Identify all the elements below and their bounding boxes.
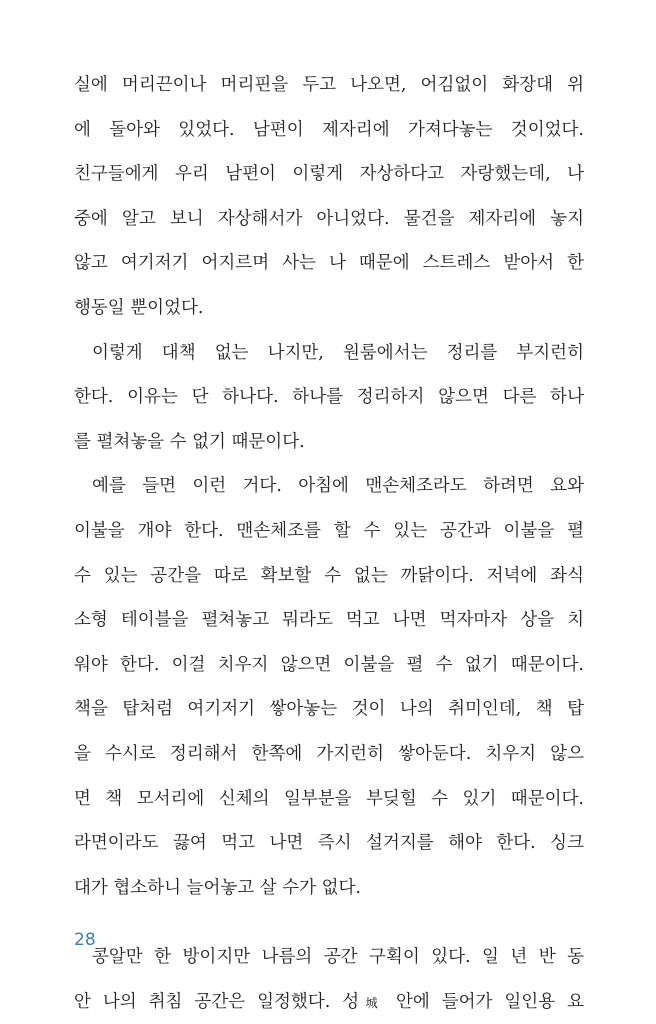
text-line: 을 수시로 정리해서 한쪽에 가지런히 쌓아둔다. 치우지 않으: [74, 744, 584, 764]
text-fragment: 안 나의 취침 공간은 일정했다. 성: [74, 991, 360, 1012]
hanja-annotation: 城: [359, 995, 384, 1010]
text-line: 콩알만 한 방이지만 나름의 공간 구획이 있다. 일 년 반 동: [92, 947, 584, 967]
text-line: 워야 한다. 이걸 치우지 않으면 이불을 펼 수 없기 때문이다.: [74, 654, 584, 675]
text-line: 실에 머리끈이나 머리핀을 두고 나오면, 어김없이 화장대 위: [74, 75, 584, 95]
text-line: 한다. 이유는 단 하나다. 하나를 정리하지 않으면 다른 하나: [74, 387, 584, 408]
text-fragment: 안에 들어가 일인용 요: [383, 991, 584, 1012]
text-line: 이불을 개야 한다. 맨손체조를 할 수 있는 공간과 이불을 펼: [74, 521, 584, 541]
text-line: 예를 들면 이런 거다. 아침에 맨손체조라도 하려면 요와: [92, 476, 584, 497]
text-line: 이렇게 대책 없는 나지만, 원룸에서는 정리를 부지런히: [92, 342, 584, 363]
text-line: 를 펼쳐놓을 수 없기 때문이다.: [74, 431, 305, 452]
text-line: 책을 탑처럼 여기저기 쌓아놓는 것이 나의 취미인데, 책 탑: [74, 699, 584, 720]
text-line: 에 돌아와 있었다. 남편이 제자리에 가져다놓는 것이었다.: [74, 119, 584, 140]
text-line: 대가 협소하니 늘어놓고 살 수가 없다.: [74, 877, 361, 898]
text-line: 않고 여기저기 어지르며 사는 나 때문에 스트레스 받아서 한: [74, 253, 584, 274]
text-line: 중에 알고 보니 자상해서가 아니었다. 물건을 제자리에 놓지: [74, 208, 584, 229]
text-line: 면 책 모서리에 신체의 일부분을 부딪힐 수 있기 때문이다.: [74, 788, 584, 809]
page-number: 28: [74, 930, 96, 950]
text-line: 친구들에게 우리 남편이 이렇게 자상하다고 자랑했는데, 나: [74, 164, 584, 185]
text-line: 수 있는 공간을 따로 확보할 수 없는 까닭이다. 저녁에 좌식: [74, 565, 584, 586]
text-line: 라면이라도 끓여 먹고 나면 즉시 설거지를 해야 한다. 싱크: [74, 833, 584, 854]
text-line: 행동일 뿐이었다.: [74, 298, 204, 318]
text-line: [74, 987, 584, 1017]
text-line: 소형 테이블을 펼쳐놓고 뭐라도 먹고 나면 먹자마자 상을 치: [74, 610, 584, 631]
